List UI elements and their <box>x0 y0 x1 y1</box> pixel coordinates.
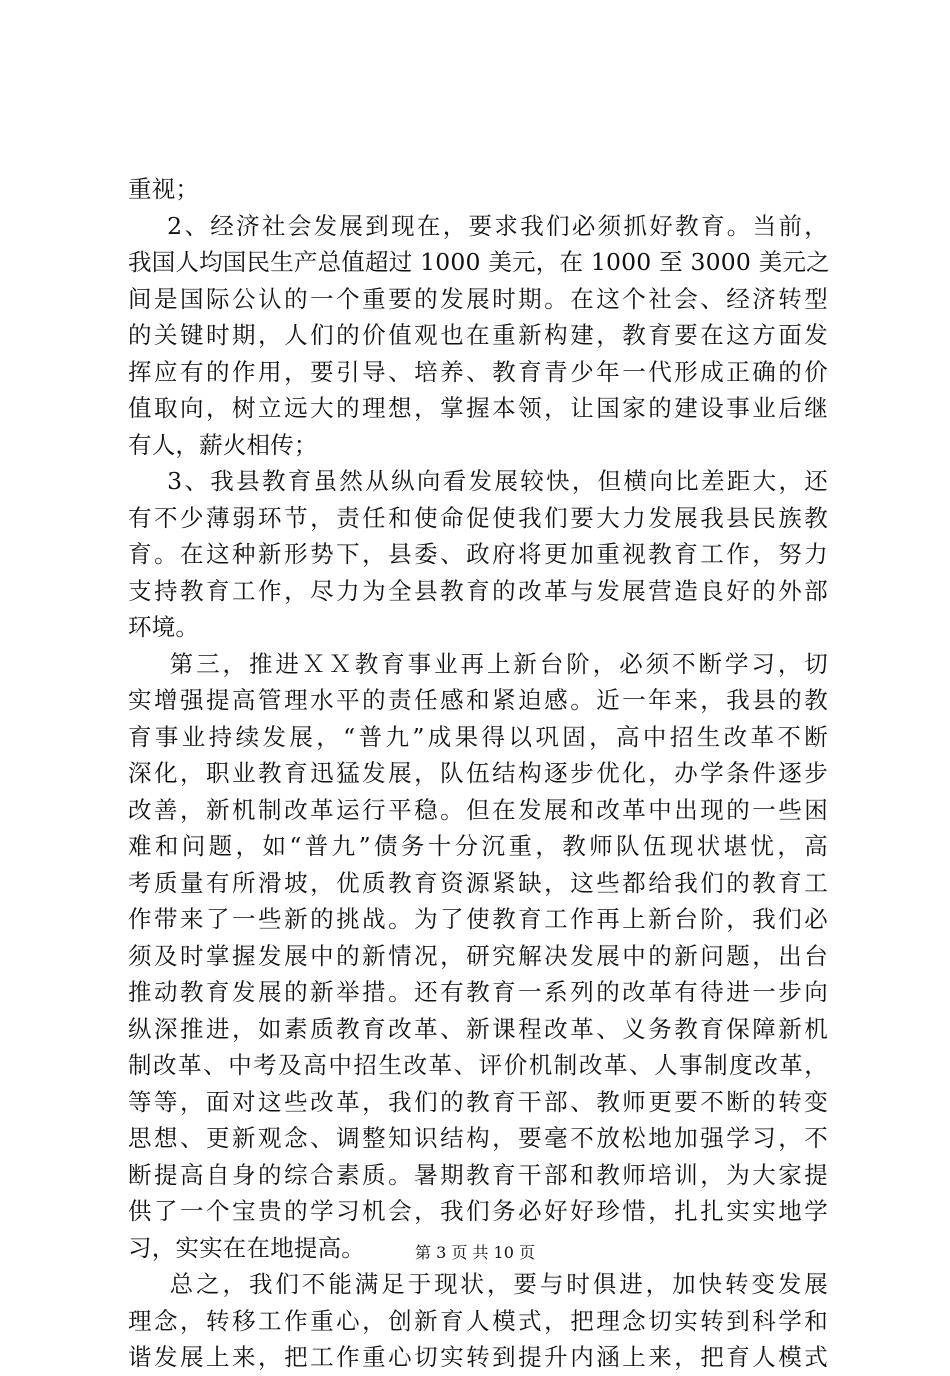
text-line: 育事业持续发展，“普九”成果得以巩固，高中招生改革不断 <box>128 722 828 751</box>
text-line: 理念，转移工作重心，创新育人模式，把理念切实转到科学和 <box>128 1306 828 1335</box>
text-line: 作带来了一些新的挑战。为了使教育工作再上新台阶，我们必 <box>128 905 828 933</box>
text-line: 总之，我们不能满足于现状，要与时俱进，加快转变发展 <box>128 1270 828 1298</box>
text-line: 3、我县教育虽然从纵向看发展较快，但横向比差距大，还 <box>128 467 828 495</box>
text-line: 实增强提高管理水平的责任感和紧迫感。近一年来，我县的教 <box>128 686 828 714</box>
text-line: 等等，面对这些改革，我们的教育干部、教师更要不断的转变 <box>128 1087 828 1116</box>
text-line: 间是国际公认的一个重要的发展时期。在这个社会、经济转型 <box>128 284 828 313</box>
document-body <box>128 171 828 1376</box>
text-line: 支持教育工作，尽力为全县教育的改革与发展营造良好的外部 <box>128 576 828 605</box>
text-line: 我国人均国民生产总值超过 1000 美元，在 1000 至 3000 美元之 <box>128 248 830 276</box>
page-number-label: 第 3 页 共 10 页 <box>415 1243 535 1262</box>
text-line: 环境。 <box>128 613 200 641</box>
text-line: 有人，薪火相传； <box>128 430 318 459</box>
text-line: 第三，推进ＸＸ教育事业再上新台阶，必须不断学习，切 <box>128 649 828 678</box>
text-line: 思想、更新观念、调整知识结构，要毫不放松地加强学习，不 <box>128 1124 828 1152</box>
text-line: 断提高自身的综合素质。暑期教育干部和教师培训，为大家提 <box>128 1160 828 1189</box>
text-line: 育。在这种新形势下，县委、政府将更加重视教育工作，努力 <box>128 540 828 568</box>
text-line: 谐发展上来，把工作重心切实转到提升内涵上来，把育人模式 <box>128 1343 828 1371</box>
text-line: 制改革、中考及高中招生改革、评价机制改革、人事制度改革， <box>128 1051 828 1079</box>
text-line: 考质量有所滑坡，优质教育资源紧缺，这些都给我们的教育工 <box>128 868 828 897</box>
text-line: 须及时掌握发展中的新情况，研究解决发展中的新问题，出台 <box>128 941 828 970</box>
text-line: 2、经济社会发展到现在，要求我们必须抓好教育。当前， <box>128 211 828 240</box>
text-line: 难和问题，如“普九”债务十分沉重，教师队伍现状堪忧，高 <box>128 832 828 860</box>
text-line: 习，实实在在地提高。 <box>128 1233 365 1262</box>
text-line: 深化，职业教育迅猛发展，队伍结构逐步优化，办学条件逐步 <box>128 759 828 787</box>
text-line: 重视； <box>128 175 200 203</box>
text-line: 值取向，树立远大的理想，掌握本领，让国家的建设事业后继 <box>128 394 828 422</box>
page-footer <box>0 1243 950 1263</box>
text-line: 改善，新机制改革运行平稳。但在发展和改革中出现的一些困 <box>128 795 828 824</box>
text-line: 纵深推进，如素质教育改革、新课程改革、义务教育保障新机 <box>128 1014 828 1043</box>
text-line: 挥应有的作用，要引导、培养、教育青少年一代形成正确的价 <box>128 357 828 386</box>
text-line: 的关键时期，人们的价值观也在重新构建，教育要在这方面发 <box>128 321 828 349</box>
text-line: 推动教育发展的新举措。还有教育一系列的改革有待进一步向 <box>128 978 828 1006</box>
text-line: 有不少薄弱环节，责任和使命促使我们要大力发展我县民族教 <box>128 503 828 532</box>
text-line: 供了一个宝贵的学习机会，我们务必好好珍惜，扎扎实实地学 <box>128 1197 828 1225</box>
